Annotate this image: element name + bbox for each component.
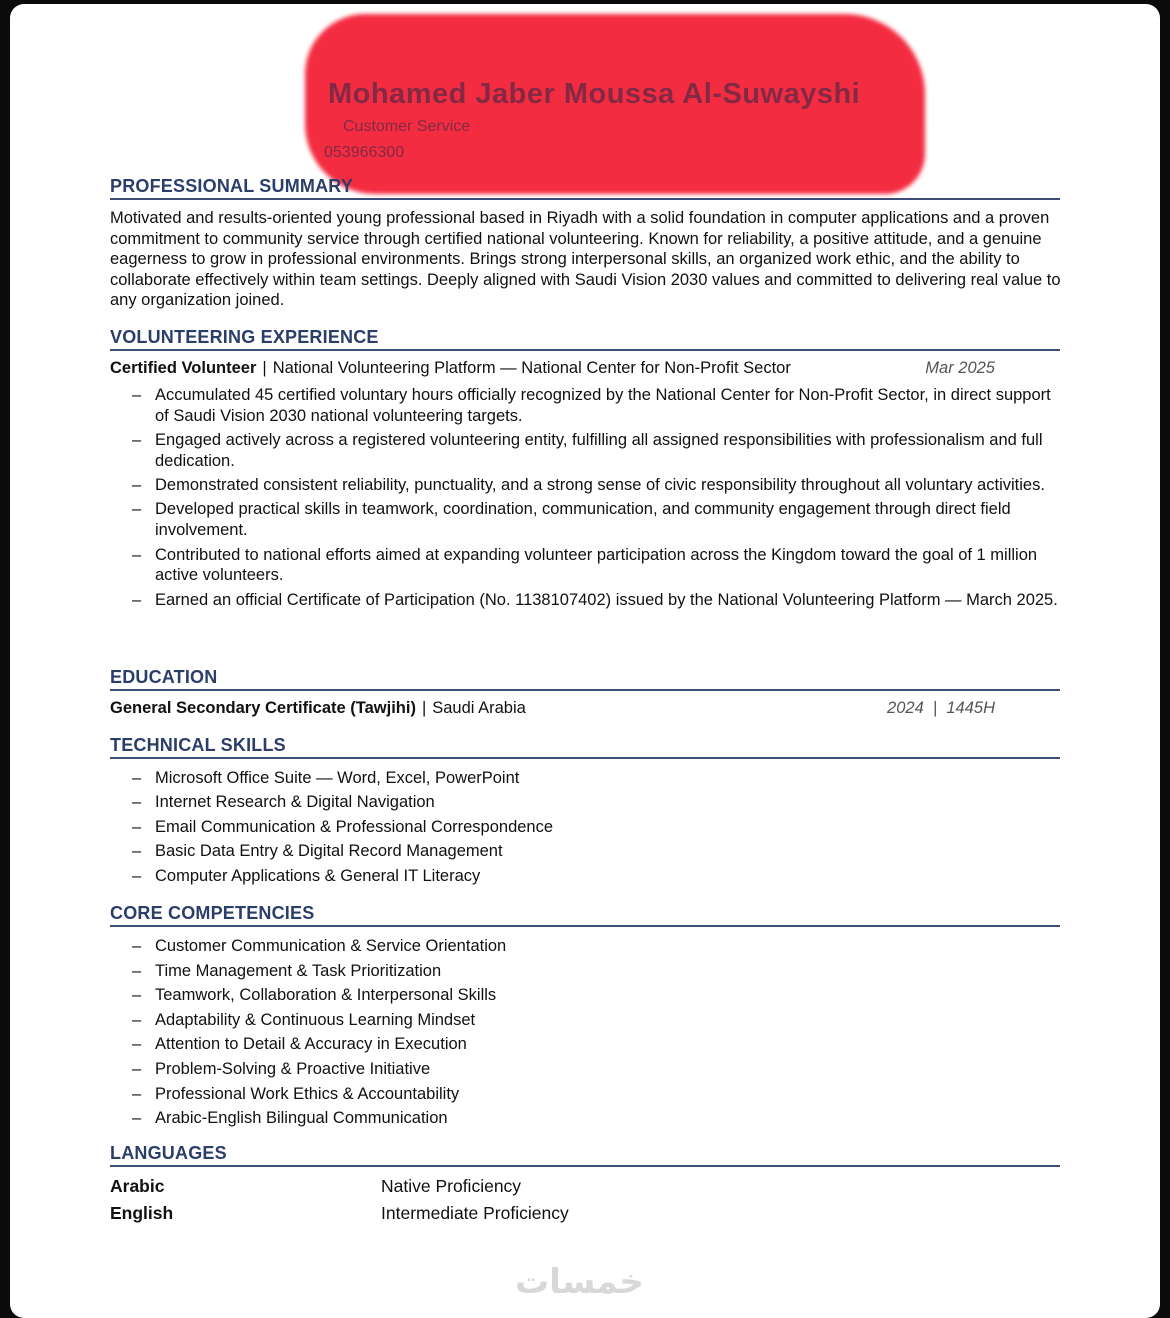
watermark-logo: خمسات	[515, 1262, 644, 1302]
volunteering-heading: VOLUNTEERING EXPERIENCE	[110, 327, 1060, 351]
list-item: – Teamwork, Collaboration & Interpersonal Skills	[110, 985, 1060, 1006]
list-item: – Adaptability & Continuous Learning Mindset	[110, 1010, 1060, 1031]
competencies-heading: CORE COMPETENCIES	[110, 903, 1060, 927]
separator: |	[262, 359, 267, 377]
list-item: – Professional Work Ethics & Accountability	[110, 1084, 1060, 1105]
technical-list	[110, 768, 1060, 886]
education-entry	[110, 699, 995, 718]
separator: |	[421, 699, 427, 717]
education-degree: General Secondary Certificate (Tawjihi)	[110, 699, 416, 717]
summary-heading: PROFESSIONAL SUMMARY	[110, 176, 1060, 200]
list-item: – Developed practical skills in teamwork, coordination, communication, and community engagement through direct field involvement.	[110, 499, 1060, 541]
candidate-role: Customer Service	[343, 118, 471, 135]
volunteering-date: Mar 2025	[925, 359, 995, 377]
list-item: – Arabic-English Bilingual Communication	[110, 1108, 1060, 1129]
education-location: Saudi Arabia	[432, 699, 526, 717]
list-item: – Earned an official Certificate of Participation (No. 1138107402) issued by the National Volunteering Platform — March 2025.	[110, 590, 1060, 611]
language-name: Arabic	[110, 1176, 165, 1196]
list-item: – Internet Research & Digital Navigation	[110, 792, 1060, 813]
competencies-list	[110, 936, 1060, 1129]
list-item: – Basic Data Entry & Digital Record Management	[110, 841, 1060, 862]
list-item: – Contributed to national efforts aimed at expanding volunteer participation across the Kingdom toward the goal of 1 million active volunteers.	[110, 545, 1060, 587]
language-level: Native Proficiency	[381, 1176, 522, 1196]
list-item: – Accumulated 45 certified voluntary hours officially recognized by the National Center for Non-Profit Sector, in direct support of Saudi Vision 2030 national volunteering targets.	[110, 385, 1060, 427]
volunteering-entry	[110, 359, 995, 378]
technical-heading: TECHNICAL SKILLS	[110, 735, 1060, 759]
list-item: – Demonstrated consistent reliability, punctuality, and a strong sense of civic responsibility throughout all voluntary activities.	[110, 475, 1060, 496]
language-level: Intermediate Proficiency	[381, 1203, 569, 1223]
list-item: – Problem-Solving & Proactive Initiative	[110, 1059, 1060, 1080]
list-item: – Customer Communication & Service Orientation	[110, 936, 1060, 957]
language-name: English	[110, 1203, 174, 1223]
candidate-phone: 053966300	[324, 144, 405, 161]
candidate-name: Mohamed Jaber Moussa Al-Suwayshi	[328, 78, 861, 110]
education-heading: EDUCATION	[110, 667, 1060, 691]
list-item: – Email Communication & Professional Correspondence	[110, 817, 1060, 838]
list-item: – Computer Applications & General IT Literacy	[110, 866, 1060, 887]
resume-page	[10, 4, 1160, 1318]
list-item: – Microsoft Office Suite — Word, Excel, PowerPoint	[110, 768, 1060, 789]
list-item: – Attention to Detail & Accuracy in Execution	[110, 1034, 1060, 1055]
volunteering-org: National Volunteering Platform — National Center for Non-Profit Sector	[272, 359, 791, 377]
summary-text: Motivated and results-oriented young professional based in Riyadh with a solid foundation in computer applications and a proven commitment to community service through certified national volunteering. Known for reliability, a positive attitude, and a genuine eagerness to grow in professional environments. Brings strong interpersonal skills, an organized work ethic, and the ability to collaborate effectively within team settings. Deeply aligned with Saudi Vision 2030 values and committed to delivering real value to any organization joined.	[110, 209, 1061, 310]
list-item: – Time Management & Task Prioritization	[110, 961, 1060, 982]
education-date: 2024 | 1445H	[887, 699, 995, 717]
list-item: – Engaged actively across a registered volunteering entity, fulfilling all assigned responsibilities with professionalism and full dedication.	[110, 430, 1060, 472]
languages-heading: LANGUAGES	[110, 1143, 1060, 1167]
volunteering-role: Certified Volunteer	[110, 359, 257, 377]
volunteering-bullets	[110, 385, 1060, 610]
